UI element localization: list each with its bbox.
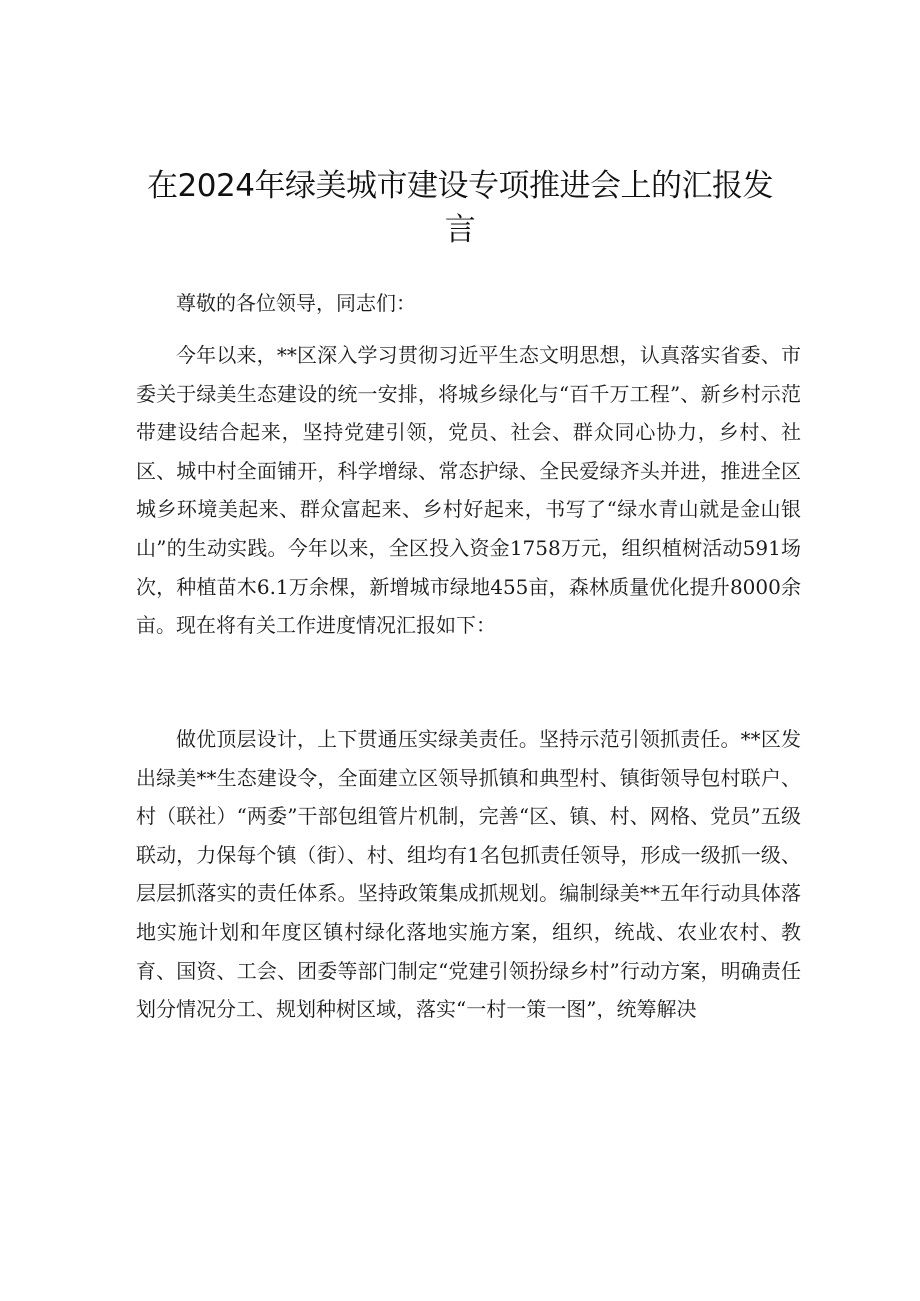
body-paragraph: 做优顶层设计，上下贯通压实绿美责任。坚持示范引领抓责任。**区发出绿美**生态建设令，全面建立区领导抓镇和典型村、镇街领导包村联户、村（联社）“两委”干部包组管片机制，完善“区、镇、村、网格、党员”五级联动，力保每个镇（街）、村、组均有1名包抓责任领导，形成一级抓一级、层层抓落实的责任体系。坚持政策集成抓规划。编制绿美**五年行动具体落地实施计划和年度区镇村绿化落地实施方案，组织，统战、农业农村、教育、国资、工会、团委等部门制定“党建引领扮绿乡村”行动方案，明确责任划分情况分工、规划种树区域，落实“一村一策一图”，统筹解决 bbox=[136, 727, 801, 1022]
salutation: 尊敬的各位领导，同志们： bbox=[176, 291, 416, 315]
body-paragraph: 今年以来，**区深入学习贯彻习近平生态文明思想，认真落实省委、市委关于绿美生态建设的统一安排，将城乡绿化与“百千万工程”、新乡村示范带建设结合起来，坚持党建引领，党员、社会、群众同心协力，乡村、社区、城中村全面铺开，科学增绿、常态护绿、全民爱绿齐头并进，推进全区城乡环境美起来、群众富起来、乡村好起来，书写了“绿水青山就是金山银山”的生动实践。今年以来，全区投入资金1758万元，组织植树活动591场次，种植苗木6.1万余棵，新增城市绿地455亩，森林质量优化提升8000余亩。现在将有关工作进度情况汇报如下： bbox=[136, 343, 801, 638]
document-title: 在2024年绿美城市建设专项推进会上的汇报发言 bbox=[147, 168, 773, 248]
